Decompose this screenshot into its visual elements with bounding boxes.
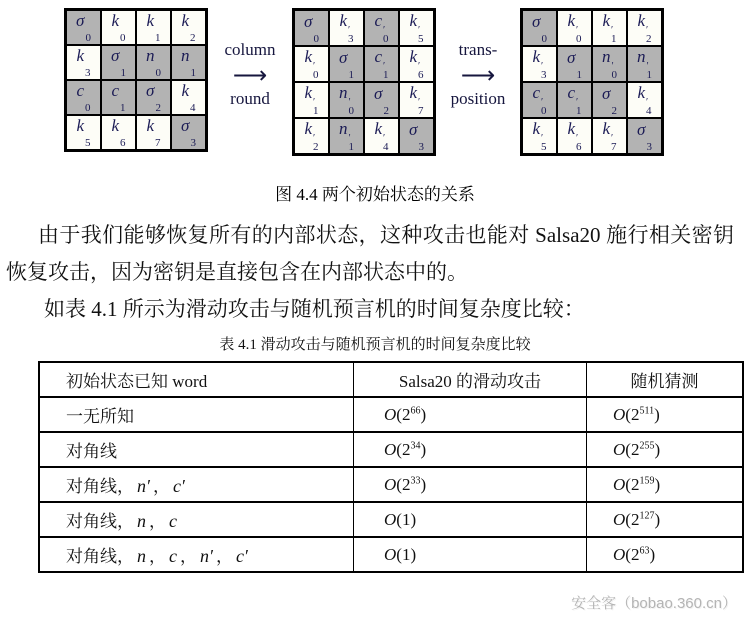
matrix-cell: σ 2 <box>364 82 399 118</box>
matrix-cell: k 7 <box>136 115 171 151</box>
attack-complexity-cell: $O(2^{33})$ <box>354 467 587 502</box>
arrow-top-label: column <box>224 40 276 59</box>
matrix-cell: σ 0 <box>294 10 330 47</box>
matrix-cell: k ′ 4 <box>627 82 663 118</box>
table-row <box>39 432 743 467</box>
paragraph: 由于我们能够恢复所有的内部状态，这种攻击也能对 Salsa20 施行相关密钥恢复攻击，因为密钥是直接包含在内部状态中的。 <box>6 223 734 284</box>
arrow-column-round <box>208 38 292 111</box>
matrix-cell: σ 3 <box>399 118 435 155</box>
matrix-cell: σ 2 <box>592 82 627 118</box>
right-arrow-icon: ⟶ <box>232 60 268 89</box>
matrix-cell: σ 0 <box>66 10 102 46</box>
row-label-cell: 对角线， n ， c ， n′ ， c′ <box>39 537 354 572</box>
matrix-cell: k ′ 6 <box>557 118 592 155</box>
matrix-cell: σ 1 <box>101 45 136 80</box>
table-row <box>39 467 743 502</box>
arrow-bottom-label: position <box>450 88 506 108</box>
matrix-cell: σ 2 <box>136 80 171 115</box>
matrix-cell: σ 0 <box>522 10 558 47</box>
matrix-cell: c 1 <box>101 80 136 115</box>
matrix-cell: n ′ 1 <box>627 46 663 82</box>
attack-complexity-cell: $O(2^{34})$ <box>354 432 587 467</box>
matrix-cell: k ′ 5 <box>399 10 435 47</box>
random-complexity-cell: $O(2^{255})$ <box>587 432 744 467</box>
matrix-cell: c ′ 0 <box>522 82 558 118</box>
matrix-cell: k ′ 1 <box>592 10 627 47</box>
watermark: 安全客（bobao.360.cn） <box>571 595 737 612</box>
matrix-cell: k 1 <box>136 10 171 46</box>
matrix-cell: k ′ 0 <box>557 10 592 47</box>
matrix-cell: k ′ 2 <box>627 10 663 47</box>
attack-complexity-cell: O(1) <box>354 502 587 537</box>
matrix-cell: σ 3 <box>171 115 207 151</box>
matrix-after-columnround <box>292 8 436 156</box>
matrix-cell: k ′ 3 <box>329 10 364 47</box>
matrix-cell: n ′ 0 <box>329 82 364 118</box>
col-header-known-word: 初始状态已知 word <box>39 362 354 397</box>
table-row <box>39 397 743 432</box>
table-row <box>39 537 743 572</box>
matrix-cell: k 2 <box>171 10 207 46</box>
state-matrix <box>64 8 208 152</box>
figure-caption: 图 4.4 两个初始状态的关系 <box>275 185 475 204</box>
table-caption: 表 4.1 滑动攻击与随机预言机的时间复杂度比较 <box>219 337 531 353</box>
matrix-cell: k 0 <box>101 10 136 46</box>
matrix-cell: c ′ 0 <box>364 10 399 47</box>
matrix-cell: c ′ 1 <box>364 46 399 82</box>
matrix-cell: k 6 <box>101 115 136 151</box>
col-header-slide-attack: Salsa20 的滑动攻击 <box>354 362 587 397</box>
complexity-table <box>38 361 744 573</box>
paragraph: 如表 4.1 所示为滑动攻击与随机预言机的时间复杂度比较： <box>44 297 585 321</box>
matrix-cell: k ′ 7 <box>592 118 627 155</box>
attack-complexity-cell: $O(2^{66})$ <box>354 397 587 432</box>
arrow-top-label: trans- <box>458 40 498 59</box>
random-complexity-cell: $O(2^{511})$ <box>587 397 744 432</box>
matrix-cell: k 4 <box>171 80 207 115</box>
matrix-cell: n ′ 1 <box>329 118 364 155</box>
row-label-cell: 一无所知 <box>39 397 354 432</box>
random-complexity-cell: $O(2^{63})$ <box>587 537 744 572</box>
matrix-cell: σ 1 <box>557 46 592 82</box>
row-label-cell: 对角线 <box>39 432 354 467</box>
matrix-cell: k ′ 1 <box>294 82 330 118</box>
matrix-cell: k ′ 2 <box>294 118 330 155</box>
matrix-after-transposition <box>520 8 664 156</box>
matrix-cell: σ 1 <box>329 46 364 82</box>
state-matrix <box>520 8 664 156</box>
state-matrix <box>292 8 436 156</box>
matrix-cell: n 0 <box>136 45 171 80</box>
body-text <box>6 217 734 328</box>
matrix-cell: k ′ 0 <box>294 46 330 82</box>
attack-complexity-cell: O(1) <box>354 537 587 572</box>
matrix-cell: k ′ 4 <box>364 118 399 155</box>
complexity-table-body <box>39 397 743 572</box>
matrix-cell: σ 3 <box>627 118 663 155</box>
matrix-cell: k 3 <box>66 45 102 80</box>
matrix-cell: c 0 <box>66 80 102 115</box>
figure-4-4 <box>64 8 750 156</box>
row-label-cell: 对角线， n′ ， c′ <box>39 467 354 502</box>
matrix-cell: n ′ 0 <box>592 46 627 82</box>
arrow-transposition <box>436 38 520 111</box>
table-header-row <box>39 362 743 397</box>
table-row <box>39 502 743 537</box>
matrix-cell: k 5 <box>66 115 102 151</box>
right-arrow-icon: ⟶ <box>460 60 496 89</box>
random-complexity-cell: $O(2^{127})$ <box>587 502 744 537</box>
matrix-cell: n 1 <box>171 45 207 80</box>
matrix-cell: k ′ 5 <box>522 118 558 155</box>
arrow-bottom-label: round <box>230 88 270 108</box>
matrix-cell: k ′ 7 <box>399 82 435 118</box>
matrix-cell: k ′ 3 <box>522 46 558 82</box>
matrix-cell: c ′ 1 <box>557 82 592 118</box>
row-label-cell: 对角线， n ， c <box>39 502 354 537</box>
matrix-initial-state <box>64 8 208 152</box>
random-complexity-cell: $O(2^{159})$ <box>587 467 744 502</box>
matrix-cell: k ′ 6 <box>399 46 435 82</box>
col-header-random-guess: 随机猜测 <box>587 362 744 397</box>
